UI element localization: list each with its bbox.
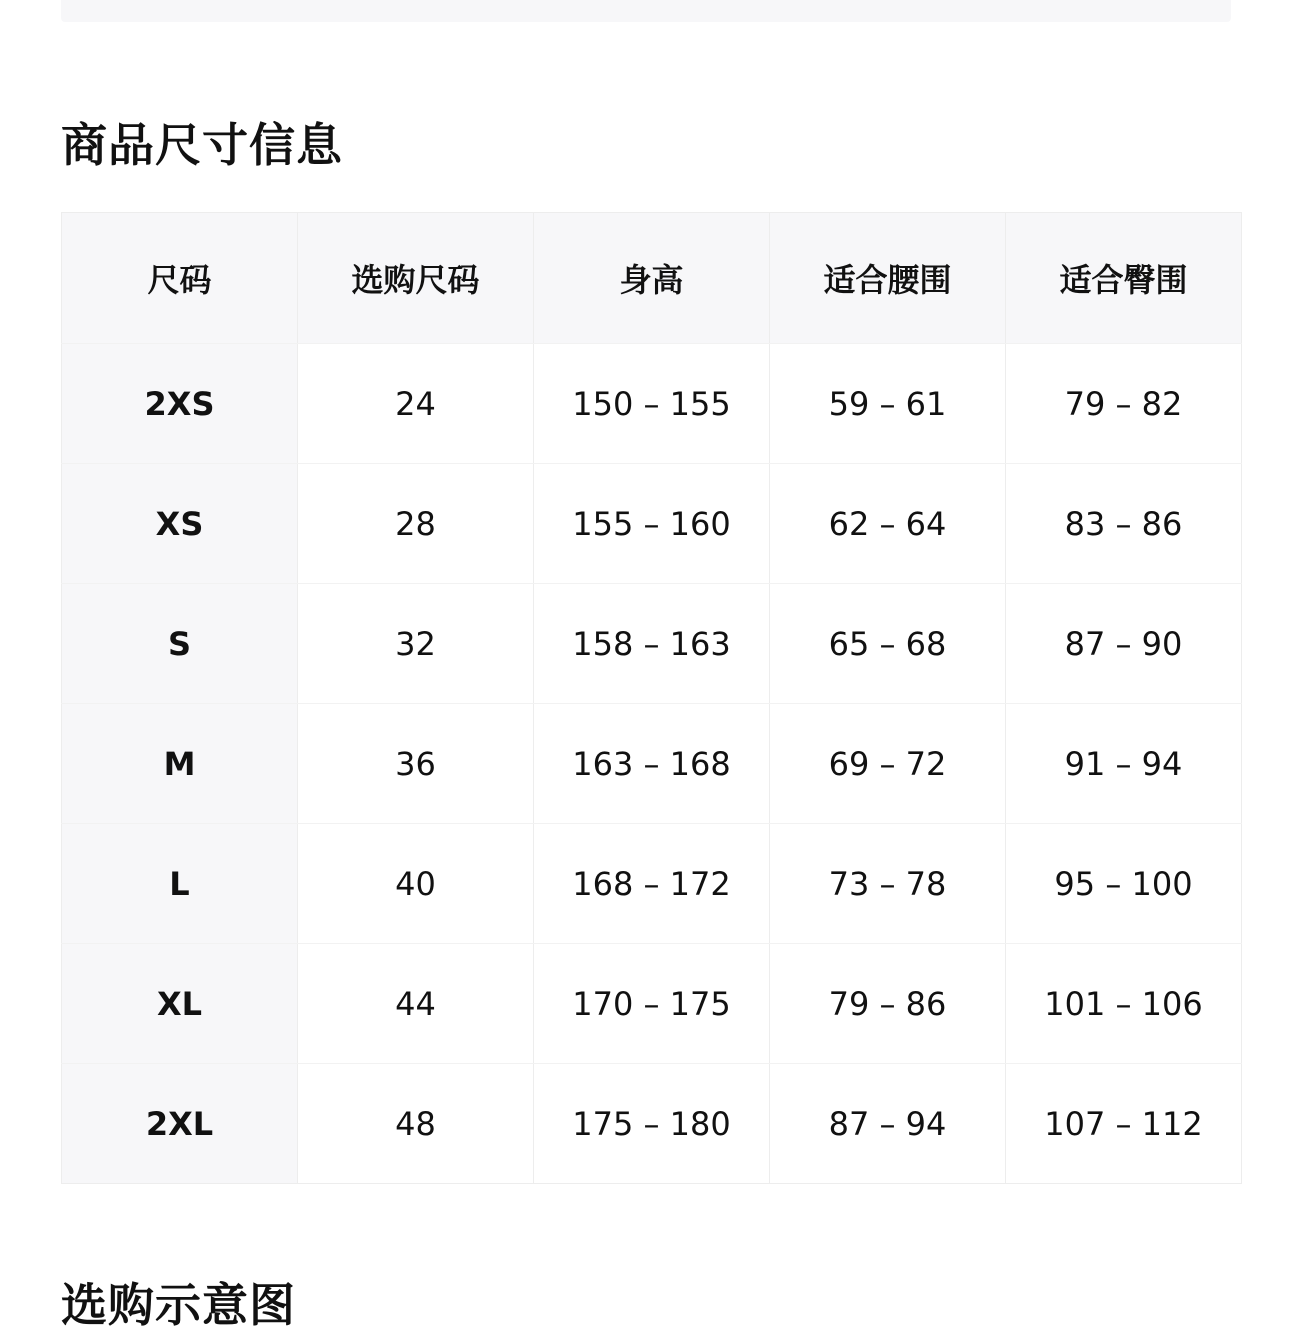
height-cell: 175 – 180	[534, 1064, 770, 1184]
waist-cell: 73 – 78	[770, 824, 1006, 944]
hip-cell: 101 – 106	[1006, 944, 1242, 1064]
size-cell: S	[62, 584, 298, 704]
table-row	[62, 344, 1242, 464]
hip-cell: 91 – 94	[1006, 704, 1242, 824]
table-row	[62, 704, 1242, 824]
hip-cell: 87 – 90	[1006, 584, 1242, 704]
table-row	[62, 1064, 1242, 1184]
waist-cell: 69 – 72	[770, 704, 1006, 824]
hip-cell: 107 – 112	[1044, 1104, 1203, 1143]
height-cell: 163 – 168	[534, 704, 770, 824]
purchase-size-cell: 40	[298, 824, 534, 944]
hip-cell: 79 – 82	[1006, 344, 1242, 464]
header-hip: 适合臀围	[1006, 213, 1242, 344]
size-cell: M	[62, 704, 298, 824]
height-cell: 170 – 175	[534, 944, 770, 1064]
top-panel-edge	[61, 0, 1231, 22]
height-cell: 150 – 155	[534, 344, 770, 464]
next-section-title: 选购示意图	[61, 1278, 296, 1332]
section-title: 商品尺寸信息	[61, 118, 343, 172]
header-height: 身高	[534, 213, 770, 344]
header-size: 尺码	[62, 213, 298, 344]
size-cell: XL	[62, 944, 298, 1064]
size-table	[61, 212, 1242, 1184]
table-row	[62, 824, 1242, 944]
size-cell: 2XL	[62, 1064, 298, 1184]
height-cell: 155 – 160	[534, 464, 770, 584]
table-header-row	[62, 213, 1242, 344]
waist-cell: 59 – 61	[770, 344, 1006, 464]
purchase-size-cell: 28	[298, 464, 534, 584]
size-cell: L	[62, 824, 298, 944]
size-cell: 2XS	[62, 344, 298, 464]
hip-cell: 95 – 100	[1006, 824, 1242, 944]
size-cell: XS	[62, 464, 298, 584]
waist-cell: 65 – 68	[770, 584, 1006, 704]
purchase-size-cell: 48	[298, 1064, 534, 1184]
table-row	[62, 584, 1242, 704]
table-row	[62, 944, 1242, 1064]
height-cell: 168 – 172	[534, 824, 770, 944]
purchase-size-cell: 36	[298, 704, 534, 824]
table-row	[62, 464, 1242, 584]
header-waist: 适合腰围	[770, 213, 1006, 344]
purchase-size-cell: 32	[298, 584, 534, 704]
hip-cell: 83 – 86	[1006, 464, 1242, 584]
height-cell: 158 – 163	[534, 584, 770, 704]
waist-cell: 79 – 86	[770, 944, 1006, 1064]
purchase-size-cell: 24	[298, 344, 534, 464]
header-purchase-size: 选购尺码	[298, 213, 534, 344]
waist-cell: 87 – 94	[770, 1064, 1006, 1184]
waist-cell: 62 – 64	[770, 464, 1006, 584]
purchase-size-cell: 44	[298, 944, 534, 1064]
